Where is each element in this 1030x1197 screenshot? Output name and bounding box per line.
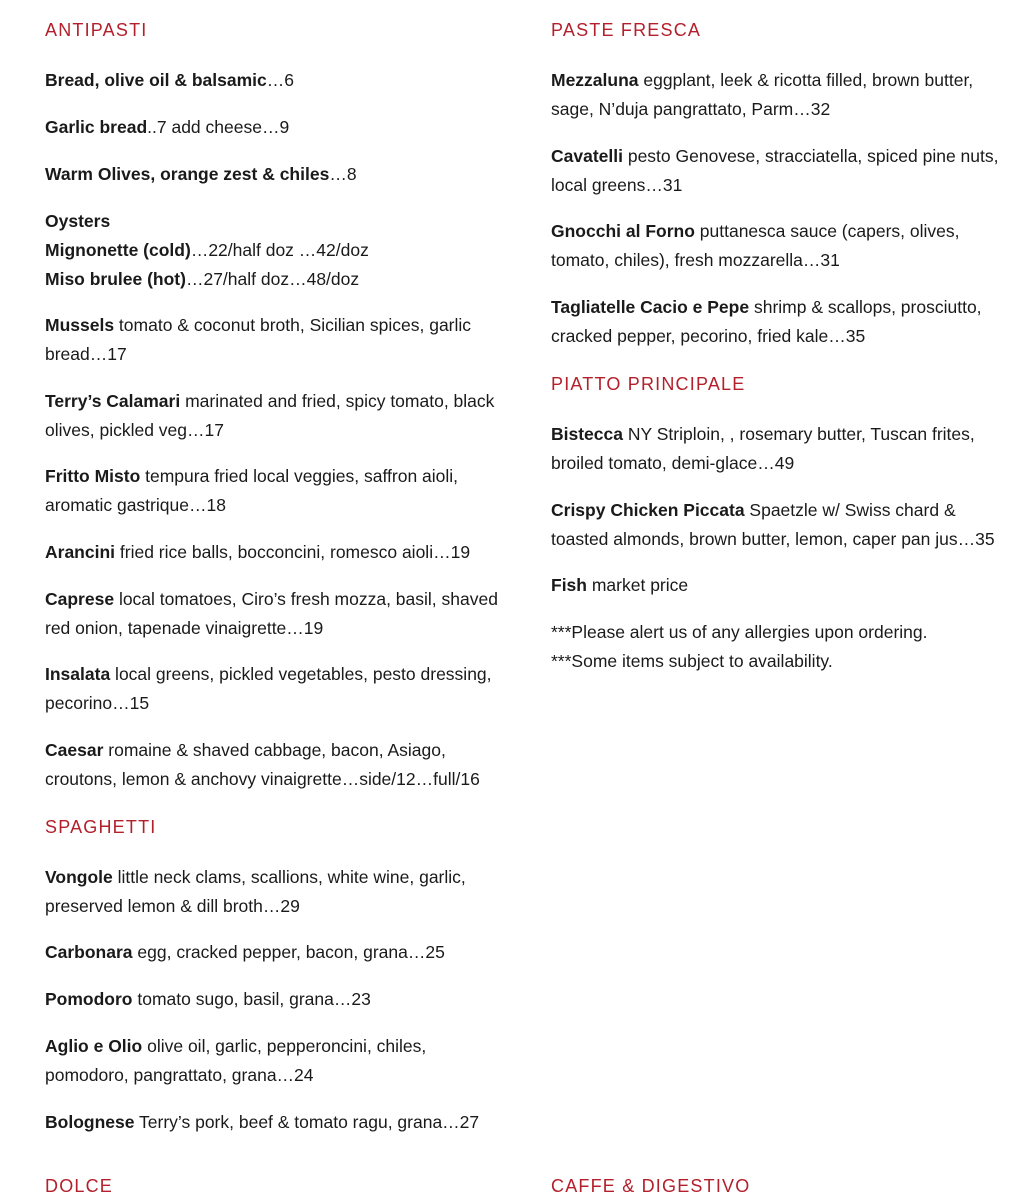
menu-item-oysters: [45, 207, 369, 294]
menu-item-vongole: Vongole little neck clams, scallions, white wine, garlic, preserved lemon & dill broth…29: [45, 867, 466, 916]
menu-item-bolognese: Bolognese Terry’s pork, beef & tomato ragu, grana…27: [45, 1112, 480, 1132]
piatto-principale-title: PIATTO PRINCIPALE: [551, 374, 746, 394]
menu-item-chicken-piccata: Crispy Chicken Piccata Spaetzle w/ Swiss chard & toasted almonds, brown butter, lemon, caper pan jus…35: [551, 500, 995, 549]
spaghetti-title: SPAGHETTI: [45, 817, 157, 837]
menu-item-pomodoro: Pomodoro tomato sugo, basil, grana…23: [45, 989, 371, 1009]
dolce-title: DOLCE: [45, 1176, 114, 1196]
paste-fresca-title: PASTE FRESCA: [551, 20, 702, 40]
oysters-miso: Miso brulee (hot)…27/half doz…48/doz: [45, 269, 360, 289]
menu-notes: [551, 618, 927, 676]
menu-item-bistecca: Bistecca NY Striploin, , rosemary butter, Tuscan frites, broiled tomato, demi-glace…49: [551, 424, 975, 473]
menu-item-mezzaluna: Mezzaluna eggplant, leek & ricotta filled, brown butter, sage, N’duja pangrattato, Parm…32: [551, 70, 974, 119]
menu-item-insalata: Insalata local greens, pickled vegetables, pesto dressing, pecorino…15: [45, 664, 492, 713]
availability-note: ***Some items subject to availability.: [551, 651, 833, 671]
menu-item-cavatelli: Cavatelli pesto Genovese, stracciatella, spiced pine nuts, local greens…31: [551, 146, 999, 195]
oysters-mignonette: Mignonette (cold)…22/half doz …42/doz: [45, 240, 369, 260]
menu-item-bread: Bread, olive oil & balsamic…6: [45, 70, 294, 90]
caffe-digestivo-title: CAFFE & DIGESTIVO: [551, 1176, 751, 1196]
oysters-title: Oysters: [45, 211, 111, 231]
antipasti-title: ANTIPASTI: [45, 20, 148, 40]
menu-item-gnocchi: Gnocchi al Forno puttanesca sauce (capers, olives, tomato, chiles), fresh mozzarella…31: [551, 221, 960, 270]
menu-item-olives: Warm Olives, orange zest & chiles…8: [45, 164, 357, 184]
menu-item-caesar: Caesar romaine & shaved cabbage, bacon, Asiago, croutons, lemon & anchovy vinaigrette…side/12…full/16: [45, 740, 480, 789]
menu-item-arancini: Arancini fried rice balls, bocconcini, romesco aioli…19: [45, 542, 471, 562]
menu-item-garlic-bread: Garlic bread..7 add cheese…9: [45, 117, 290, 137]
menu-item-caprese: Caprese local tomatoes, Ciro’s fresh mozza, basil, shaved red onion, tapenade vinaigrette…19: [45, 589, 498, 638]
menu-item-mussels: Mussels tomato & coconut broth, Sicilian spices, garlic bread…17: [45, 315, 472, 364]
menu-item-tagliatelle: Tagliatelle Cacio e Pepe shrimp & scallops, prosciutto, cracked pepper, pecorino, fried kale…35: [551, 297, 982, 346]
allergy-note: ***Please alert us of any allergies upon ordering.: [551, 622, 928, 642]
menu-item-carbonara: Carbonara egg, cracked pepper, bacon, grana…25: [45, 942, 445, 962]
menu-item-fritto-misto: Fritto Misto tempura fried local veggies, saffron aioli, aromatic gastrique…18: [45, 466, 459, 515]
menu-item-aglio-olio: Aglio e Olio olive oil, garlic, pepperoncini, chiles, pomodoro, pangrattato, grana…24: [45, 1036, 427, 1085]
menu-item-fish: Fish market price: [551, 575, 689, 595]
menu-item-calamari: Terry’s Calamari marinated and fried, spicy tomato, black olives, pickled veg…17: [45, 391, 495, 440]
